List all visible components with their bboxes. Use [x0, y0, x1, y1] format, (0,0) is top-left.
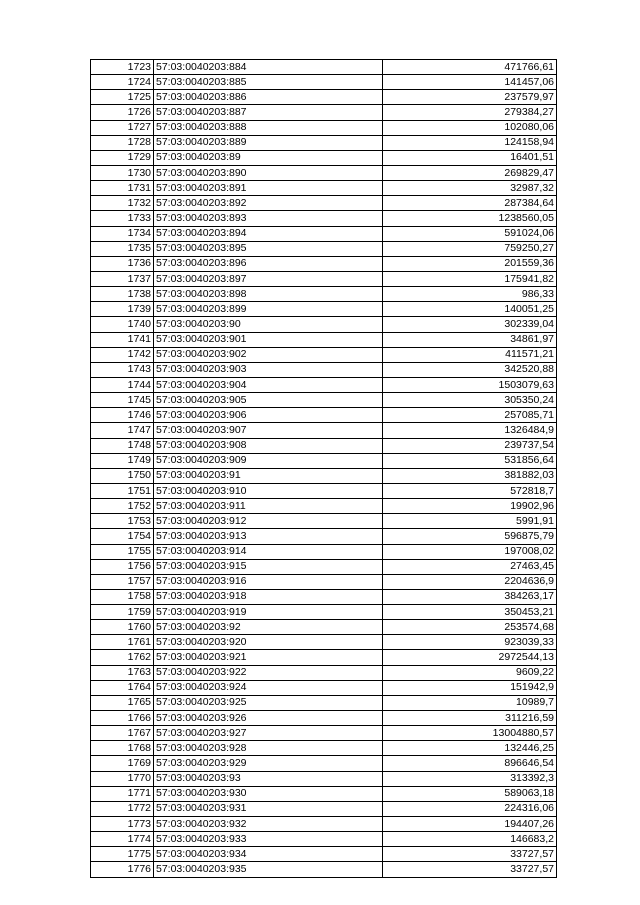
- cadastral-number-cell: 57:03:0040203:922: [154, 665, 383, 680]
- row-number-cell: 1740: [91, 317, 154, 332]
- cadastral-number-cell: 57:03:0040203:894: [154, 226, 383, 241]
- cadastral-value-cell: 759250,27: [383, 241, 557, 256]
- table-row: [91, 75, 557, 90]
- cadastral-value-cell: 986,33: [383, 287, 557, 302]
- table-row: [91, 544, 557, 559]
- cadastral-value-cell: 34861,97: [383, 332, 557, 347]
- cadastral-value-cell: 311216,59: [383, 711, 557, 726]
- table-row: [91, 226, 557, 241]
- row-number-cell: 1760: [91, 620, 154, 635]
- cadastral-number-cell: 57:03:0040203:914: [154, 544, 383, 559]
- cadastral-value-cell: 237579,97: [383, 90, 557, 105]
- row-number-cell: 1733: [91, 211, 154, 226]
- cadastral-value-cell: 201559,36: [383, 256, 557, 271]
- row-number-cell: 1764: [91, 680, 154, 695]
- cadastral-value-cell: 175941,82: [383, 271, 557, 286]
- cadastral-number-cell: 57:03:0040203:927: [154, 726, 383, 741]
- row-number-cell: 1775: [91, 847, 154, 862]
- cadastral-value-table: [90, 59, 557, 878]
- cadastral-value-cell: 2972544,13: [383, 650, 557, 665]
- row-number-cell: 1765: [91, 695, 154, 710]
- cadastral-number-cell: 57:03:0040203:919: [154, 605, 383, 620]
- cadastral-number-cell: 57:03:0040203:934: [154, 847, 383, 862]
- cadastral-number-cell: 57:03:0040203:925: [154, 695, 383, 710]
- table-row: [91, 453, 557, 468]
- row-number-cell: 1725: [91, 90, 154, 105]
- row-number-cell: 1737: [91, 271, 154, 286]
- cadastral-number-cell: 57:03:0040203:932: [154, 817, 383, 832]
- cadastral-number-cell: 57:03:0040203:898: [154, 287, 383, 302]
- cadastral-number-cell: 57:03:0040203:909: [154, 453, 383, 468]
- table-row: [91, 514, 557, 529]
- cadastral-value-cell: 287384,64: [383, 196, 557, 211]
- cadastral-value-cell: 140051,25: [383, 302, 557, 317]
- table-row: [91, 680, 557, 695]
- row-number-cell: 1767: [91, 726, 154, 741]
- table-row: [91, 393, 557, 408]
- table-row: [91, 120, 557, 135]
- cadastral-value-cell: 342520,88: [383, 362, 557, 377]
- row-number-cell: 1745: [91, 393, 154, 408]
- table-row: [91, 559, 557, 574]
- table-row: [91, 377, 557, 392]
- table-row: [91, 726, 557, 741]
- cadastral-number-cell: 57:03:0040203:901: [154, 332, 383, 347]
- row-number-cell: 1769: [91, 756, 154, 771]
- cadastral-number-cell: 57:03:0040203:905: [154, 393, 383, 408]
- cadastral-value-cell: 253574,68: [383, 620, 557, 635]
- row-number-cell: 1753: [91, 514, 154, 529]
- cadastral-number-cell: 57:03:0040203:889: [154, 135, 383, 150]
- cadastral-number-cell: 57:03:0040203:912: [154, 514, 383, 529]
- row-number-cell: 1724: [91, 75, 154, 90]
- cadastral-value-cell: 10989,7: [383, 695, 557, 710]
- cadastral-number-cell: 57:03:0040203:91: [154, 468, 383, 483]
- table-row: [91, 499, 557, 514]
- row-number-cell: 1732: [91, 196, 154, 211]
- row-number-cell: 1727: [91, 120, 154, 135]
- cadastral-value-cell: 16401,51: [383, 150, 557, 165]
- cadastral-number-cell: 57:03:0040203:924: [154, 680, 383, 695]
- row-number-cell: 1742: [91, 347, 154, 362]
- cadastral-value-cell: 132446,25: [383, 741, 557, 756]
- table-row: [91, 105, 557, 120]
- row-number-cell: 1744: [91, 377, 154, 392]
- table-row: [91, 771, 557, 786]
- cadastral-number-cell: 57:03:0040203:908: [154, 438, 383, 453]
- table-row: [91, 832, 557, 847]
- cadastral-value-cell: 381882,03: [383, 468, 557, 483]
- cadastral-value-cell: 350453,21: [383, 605, 557, 620]
- cadastral-number-cell: 57:03:0040203:916: [154, 574, 383, 589]
- cadastral-number-cell: 57:03:0040203:920: [154, 635, 383, 650]
- cadastral-number-cell: 57:03:0040203:893: [154, 211, 383, 226]
- table-row: [91, 150, 557, 165]
- cadastral-value-cell: 591024,06: [383, 226, 557, 241]
- row-number-cell: 1747: [91, 423, 154, 438]
- table-row: [91, 423, 557, 438]
- row-number-cell: 1729: [91, 150, 154, 165]
- row-number-cell: 1748: [91, 438, 154, 453]
- table-row: [91, 529, 557, 544]
- cadastral-number-cell: 57:03:0040203:896: [154, 256, 383, 271]
- cadastral-number-cell: 57:03:0040203:887: [154, 105, 383, 120]
- row-number-cell: 1757: [91, 574, 154, 589]
- row-number-cell: 1768: [91, 741, 154, 756]
- cadastral-value-cell: 313392,3: [383, 771, 557, 786]
- cadastral-value-cell: 33727,57: [383, 847, 557, 862]
- cadastral-number-cell: 57:03:0040203:921: [154, 650, 383, 665]
- table-row: [91, 271, 557, 286]
- table-row: [91, 635, 557, 650]
- cadastral-value-cell: 2204636,9: [383, 574, 557, 589]
- cadastral-value-cell: 257085,71: [383, 408, 557, 423]
- cadastral-value-cell: 923039,33: [383, 635, 557, 650]
- cadastral-number-cell: 57:03:0040203:935: [154, 862, 383, 877]
- row-number-cell: 1743: [91, 362, 154, 377]
- row-number-cell: 1746: [91, 408, 154, 423]
- row-number-cell: 1750: [91, 468, 154, 483]
- row-number-cell: 1728: [91, 135, 154, 150]
- table-row: [91, 483, 557, 498]
- table-row: [91, 665, 557, 680]
- table-row: [91, 756, 557, 771]
- cadastral-number-cell: 57:03:0040203:902: [154, 347, 383, 362]
- cadastral-value-cell: 141457,06: [383, 75, 557, 90]
- table-row: [91, 317, 557, 332]
- row-number-cell: 1734: [91, 226, 154, 241]
- table-row: [91, 165, 557, 180]
- cadastral-number-cell: 57:03:0040203:90: [154, 317, 383, 332]
- cadastral-number-cell: 57:03:0040203:892: [154, 196, 383, 211]
- cadastral-number-cell: 57:03:0040203:903: [154, 362, 383, 377]
- row-number-cell: 1756: [91, 559, 154, 574]
- table-row: [91, 620, 557, 635]
- table-row: [91, 468, 557, 483]
- table-row: [91, 711, 557, 726]
- row-number-cell: 1772: [91, 801, 154, 816]
- table-row: [91, 589, 557, 604]
- table-row: [91, 741, 557, 756]
- row-number-cell: 1754: [91, 529, 154, 544]
- table-row: [91, 605, 557, 620]
- row-number-cell: 1726: [91, 105, 154, 120]
- cadastral-number-cell: 57:03:0040203:899: [154, 302, 383, 317]
- cadastral-number-cell: 57:03:0040203:913: [154, 529, 383, 544]
- cadastral-number-cell: 57:03:0040203:911: [154, 499, 383, 514]
- table-row: [91, 801, 557, 816]
- table-row: [91, 574, 557, 589]
- row-number-cell: 1763: [91, 665, 154, 680]
- table-row: [91, 196, 557, 211]
- cadastral-value-cell: 531856,64: [383, 453, 557, 468]
- cadastral-number-cell: 57:03:0040203:928: [154, 741, 383, 756]
- table-row: [91, 60, 557, 75]
- cadastral-value-cell: 146683,2: [383, 832, 557, 847]
- cadastral-value-cell: 102080,06: [383, 120, 557, 135]
- row-number-cell: 1730: [91, 165, 154, 180]
- cadastral-value-cell: 279384,27: [383, 105, 557, 120]
- cadastral-value-cell: 302339,04: [383, 317, 557, 332]
- table-row: [91, 786, 557, 801]
- table-row: [91, 135, 557, 150]
- table-row: [91, 287, 557, 302]
- row-number-cell: 1738: [91, 287, 154, 302]
- cadastral-number-cell: 57:03:0040203:930: [154, 786, 383, 801]
- cadastral-number-cell: 57:03:0040203:926: [154, 711, 383, 726]
- cadastral-number-cell: 57:03:0040203:891: [154, 181, 383, 196]
- table-row: [91, 90, 557, 105]
- cadastral-value-cell: 384263,17: [383, 589, 557, 604]
- row-number-cell: 1771: [91, 786, 154, 801]
- table-row: [91, 181, 557, 196]
- cadastral-value-cell: 197008,02: [383, 544, 557, 559]
- row-number-cell: 1723: [91, 60, 154, 75]
- row-number-cell: 1731: [91, 181, 154, 196]
- row-number-cell: 1739: [91, 302, 154, 317]
- cadastral-number-cell: 57:03:0040203:904: [154, 377, 383, 392]
- row-number-cell: 1735: [91, 241, 154, 256]
- cadastral-value-cell: 32987,32: [383, 181, 557, 196]
- table-row: [91, 211, 557, 226]
- cadastral-number-cell: 57:03:0040203:895: [154, 241, 383, 256]
- table-row: [91, 408, 557, 423]
- cadastral-number-cell: 57:03:0040203:931: [154, 801, 383, 816]
- row-number-cell: 1762: [91, 650, 154, 665]
- cadastral-number-cell: 57:03:0040203:888: [154, 120, 383, 135]
- row-number-cell: 1776: [91, 862, 154, 877]
- row-number-cell: 1774: [91, 832, 154, 847]
- cadastral-value-cell: 572818,7: [383, 483, 557, 498]
- row-number-cell: 1770: [91, 771, 154, 786]
- cadastral-number-cell: 57:03:0040203:918: [154, 589, 383, 604]
- row-number-cell: 1759: [91, 605, 154, 620]
- cadastral-number-cell: 57:03:0040203:907: [154, 423, 383, 438]
- table-row: [91, 438, 557, 453]
- cadastral-number-cell: 57:03:0040203:890: [154, 165, 383, 180]
- row-number-cell: 1741: [91, 332, 154, 347]
- cadastral-number-cell: 57:03:0040203:92: [154, 620, 383, 635]
- cadastral-value-cell: 471766,61: [383, 60, 557, 75]
- row-number-cell: 1751: [91, 483, 154, 498]
- cadastral-number-cell: 57:03:0040203:906: [154, 408, 383, 423]
- cadastral-value-cell: 896646,54: [383, 756, 557, 771]
- cadastral-value-cell: 589063,18: [383, 786, 557, 801]
- table-row: [91, 302, 557, 317]
- cadastral-number-cell: 57:03:0040203:915: [154, 559, 383, 574]
- table-row: [91, 347, 557, 362]
- cadastral-value-cell: 224316,06: [383, 801, 557, 816]
- cadastral-number-cell: 57:03:0040203:93: [154, 771, 383, 786]
- table-row: [91, 332, 557, 347]
- cadastral-value-cell: 27463,45: [383, 559, 557, 574]
- cadastral-value-cell: 19902,96: [383, 499, 557, 514]
- table-row: [91, 256, 557, 271]
- cadastral-value-cell: 1503079,63: [383, 377, 557, 392]
- cadastral-value-cell: 13004880,57: [383, 726, 557, 741]
- cadastral-number-cell: 57:03:0040203:89: [154, 150, 383, 165]
- row-number-cell: 1736: [91, 256, 154, 271]
- row-number-cell: 1749: [91, 453, 154, 468]
- cadastral-value-cell: 239737,54: [383, 438, 557, 453]
- row-number-cell: 1758: [91, 589, 154, 604]
- row-number-cell: 1752: [91, 499, 154, 514]
- cadastral-number-cell: 57:03:0040203:933: [154, 832, 383, 847]
- row-number-cell: 1761: [91, 635, 154, 650]
- cadastral-value-cell: 151942,9: [383, 680, 557, 695]
- table-row: [91, 695, 557, 710]
- cadastral-number-cell: 57:03:0040203:910: [154, 483, 383, 498]
- cadastral-number-cell: 57:03:0040203:885: [154, 75, 383, 90]
- cadastral-number-cell: 57:03:0040203:886: [154, 90, 383, 105]
- cadastral-number-cell: 57:03:0040203:929: [154, 756, 383, 771]
- cadastral-value-cell: 596875,79: [383, 529, 557, 544]
- table-row: [91, 362, 557, 377]
- cadastral-value-cell: 305350,24: [383, 393, 557, 408]
- row-number-cell: 1773: [91, 817, 154, 832]
- cadastral-value-cell: 411571,21: [383, 347, 557, 362]
- table-row: [91, 862, 557, 877]
- table-row: [91, 817, 557, 832]
- table-row: [91, 241, 557, 256]
- row-number-cell: 1766: [91, 711, 154, 726]
- cadastral-value-cell: 1326484,9: [383, 423, 557, 438]
- cadastral-number-cell: 57:03:0040203:897: [154, 271, 383, 286]
- table-row: [91, 847, 557, 862]
- table-row: [91, 650, 557, 665]
- row-number-cell: 1755: [91, 544, 154, 559]
- cadastral-value-cell: 194407,26: [383, 817, 557, 832]
- cadastral-value-cell: 9609,22: [383, 665, 557, 680]
- cadastral-number-cell: 57:03:0040203:884: [154, 60, 383, 75]
- cadastral-value-cell: 5991,91: [383, 514, 557, 529]
- cadastral-value-cell: 1238560,05: [383, 211, 557, 226]
- table-body: [91, 60, 557, 878]
- cadastral-value-cell: 269829,47: [383, 165, 557, 180]
- cadastral-value-cell: 33727,57: [383, 862, 557, 877]
- cadastral-value-cell: 124158,94: [383, 135, 557, 150]
